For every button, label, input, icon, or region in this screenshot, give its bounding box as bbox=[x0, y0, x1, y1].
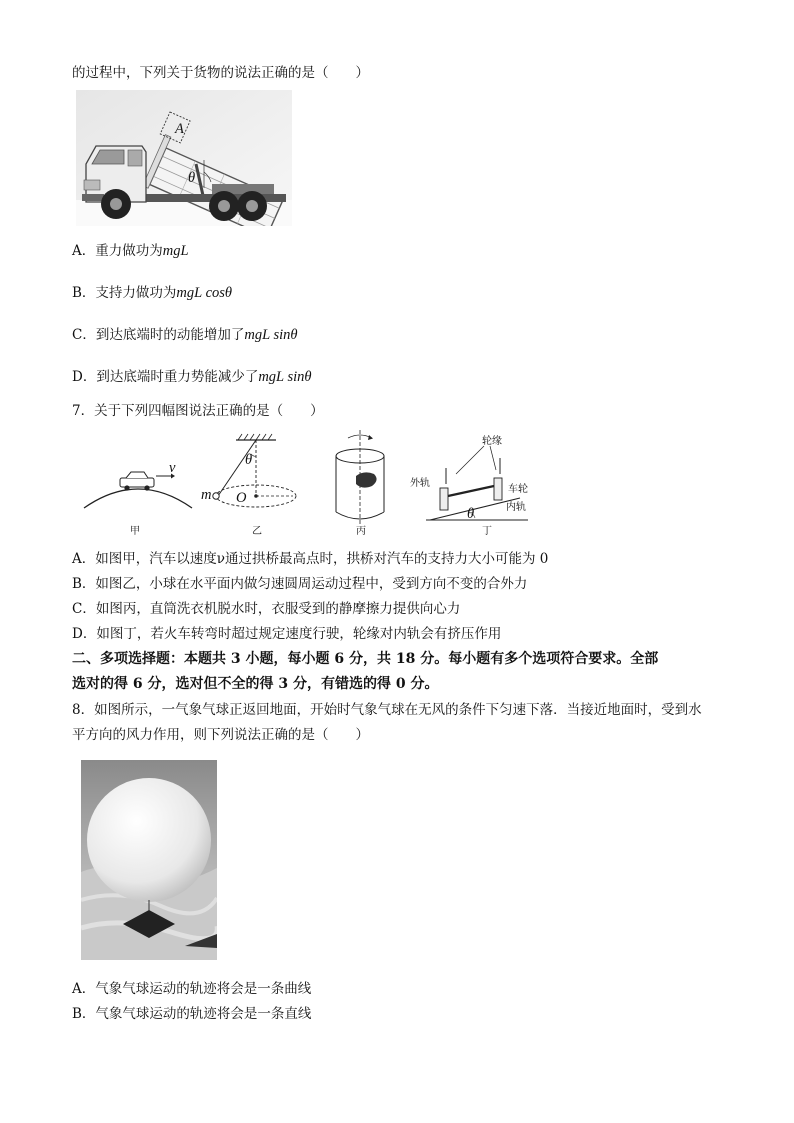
dump-truck-figure bbox=[76, 90, 292, 226]
option-text: B．支持力做功为 bbox=[72, 285, 177, 301]
q6-option-b bbox=[72, 284, 232, 302]
caption-bing: 丙 bbox=[356, 526, 366, 537]
q8-stem-line2: 平方向的风力作用，则下列说法正确的是（ ） bbox=[72, 727, 369, 743]
ding-waigui: 外轨 bbox=[410, 478, 430, 489]
option-math: mgL bbox=[162, 243, 189, 259]
q6-stem-tail: 的过程中，下列关于货物的说法正确的是（ ） bbox=[72, 65, 369, 81]
q7-option-c: C．如图丙，直筒洗衣机脱水时，衣服受到的静摩擦力提供向心力 bbox=[72, 601, 461, 617]
weather-balloon-photo bbox=[81, 760, 217, 960]
ding-theta: θ bbox=[467, 506, 475, 522]
option-text: D．到达底端时重力势能减少了 bbox=[72, 369, 259, 385]
caption-ding: 丁 bbox=[482, 526, 492, 537]
q6-option-a bbox=[72, 242, 189, 260]
ding-neigui: 内轨 bbox=[506, 502, 526, 513]
velocity-label-v: v bbox=[169, 460, 176, 476]
q7-option-a: A．如图甲，汽车以速度ν通过拱桥最高点时，拱桥对汽车的支持力大小可能为 0 bbox=[72, 551, 549, 567]
option-text: A．重力做功为 bbox=[72, 243, 163, 259]
option-math: mgL sinθ bbox=[244, 327, 298, 343]
section-2-heading-line2: 选对的得 6 分，选对但不全的得 3 分，有错选的得 0 分。 bbox=[72, 676, 439, 692]
option-math: mgL sinθ bbox=[258, 369, 312, 385]
yi-center-o: O bbox=[236, 490, 247, 506]
caption-jia: 甲 bbox=[130, 526, 140, 537]
q7-option-b: B．如图乙，小球在水平面内做匀速圆周运动过程中，受到方向不变的合外力 bbox=[72, 576, 528, 592]
panel-bing bbox=[336, 430, 384, 537]
q7-option-d: D．如图丁，若火车转弯时超过规定速度行驶，轮缘对内轨会有挤压作用 bbox=[72, 626, 502, 642]
q7-stem: 7．关于下列四幅图说法正确的是（ ） bbox=[72, 403, 324, 419]
panel-yi bbox=[201, 434, 296, 537]
panel-ding bbox=[410, 434, 528, 537]
section-2-heading-line1: 二、多项选择题：本题共 3 小题，每小题 6 分，共 18 分。每小题有多个选项符合要求。全部 bbox=[72, 651, 659, 667]
caption-yi: 乙 bbox=[252, 526, 262, 537]
yi-theta: θ bbox=[245, 452, 253, 468]
option-math: mgL cosθ bbox=[176, 285, 233, 301]
yi-mass-m: m bbox=[201, 487, 212, 503]
q8-stem-line1: 8．如图所示，一气象气球正返回地面，开始时气象气球在无风的条件下匀速下落．当接近地面时，受到水 bbox=[72, 702, 702, 718]
q8-option-a: A．气象气球运动的轨迹将会是一条曲线 bbox=[72, 981, 312, 997]
ding-lunyuan: 轮缘 bbox=[482, 436, 502, 447]
q6-option-d bbox=[72, 368, 312, 386]
q8-option-b: B．气象气球运动的轨迹将会是一条直线 bbox=[72, 1006, 312, 1022]
q6-option-c bbox=[72, 326, 298, 344]
option-text: C．到达底端时的动能增加了 bbox=[72, 327, 245, 343]
box-label-a: A bbox=[175, 121, 184, 137]
angle-label-theta: θ bbox=[188, 170, 196, 186]
ding-chelun: 车轮 bbox=[508, 484, 528, 495]
panel-jia bbox=[84, 460, 192, 537]
q7-four-panel-figure bbox=[80, 430, 532, 540]
